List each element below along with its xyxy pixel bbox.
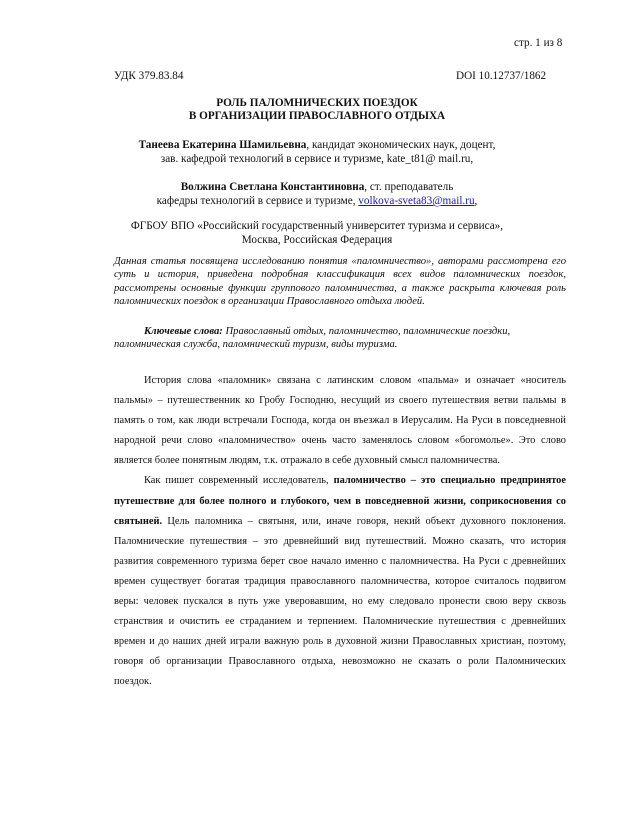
author-1-position: , кандидат экономических наук, доцент, <box>306 139 496 151</box>
author-2-email-suffix: , <box>474 195 478 207</box>
author-1 <box>0 138 634 166</box>
affiliation-line-1: ФГБОУ ВПО «Российский государственный университет туризма и сервиса», <box>130 220 504 232</box>
page-number: стр. 1 из 8 <box>514 37 563 49</box>
author-1-name: Танеева Екатерина Шамильевна <box>138 139 307 151</box>
author-2-email-link[interactable]: volkova-sveta83@mail.ru <box>358 195 475 207</box>
paragraph-2-intro: Как пишет современный исследователь, <box>144 475 334 487</box>
author-2-department: кафедры технологий в сервисе и туризме, <box>156 195 359 207</box>
paper-title <box>0 97 634 123</box>
affiliation-line-2: Москва, Российская Федерация <box>241 234 393 246</box>
keywords-text: Православный отдых, паломничество, паломнические поездки, паломническая служба, паломнический туризм, виды туризма. <box>114 326 511 351</box>
title-line-2: В ОРГАНИЗАЦИИ ПРАВОСЛАВНОГО ОТДЫХА <box>188 110 446 122</box>
body-paragraph-2 <box>114 471 566 692</box>
keywords-label: Ключевые слова: <box>144 326 223 337</box>
article-body <box>114 371 566 693</box>
paragraph-2-rest: Цель паломника – святыня, или, иначе говоря, некий объект духовного поклонения. Паломнические путешествия – это древнейший вид путешествий. Можно сказать, что история развития современного туризма берет свое начало именно с паломничества. На Руси с древнейших времен существует богатая традиция православного паломничества, которое считалось подвигом веры: человек пускался в путь уже уверовавшим, но ему следовало пронести свою веру сквозь странствия и очистить ее страданием и терпением. Паломнические путешествия с древнейших времен и до наших дней играли важную роль в духовной жизни Православных христиан, поэтому, говоря об организации Православного отдыха, невозможно не сказать о роли Паломнических поездок. <box>114 515 566 688</box>
doi: DOI 10.12737/1862 <box>456 70 547 82</box>
author-2-name: Волжина Светлана Константиновна <box>180 181 365 193</box>
title-line-1: РОЛЬ ПАЛОМНИЧЕСКИХ ПОЕЗДОК <box>216 97 418 109</box>
author-1-department: зав. кафедрой технологий в сервисе и туризме, kate_t81@ mail.ru, <box>160 153 474 165</box>
udk-code: УДК 379.83.84 <box>114 70 184 82</box>
body-paragraph-1: История слова «паломник» связана с латинским словом «пальма» и означает «носитель пальмы» – путешественник ко Гробу Господню, несущий из своего путешествия ветви пальмы в память о том, как люди встречали Господа, когда он въезжал в Иерусалим. На Руси в повседневной народной речи слово «паломничество» очень часто заменялось словом «богомолье». Это слово является более понятным людям, т.к. отражало в себе духовный смысл паломничества. <box>114 375 566 467</box>
author-2-position: , ст. преподаватель <box>364 181 454 193</box>
author-2 <box>0 180 634 208</box>
keywords <box>114 325 566 352</box>
affiliation <box>0 219 634 247</box>
paragraph-2-definition: паломничество – это специально предпринятое путешествие для более полного и глубокого, чем в повседневной жизни, соприкосновения со святыней. <box>114 475 566 527</box>
abstract: Данная статья посвящена исследованию понятия «паломничество», авторами рассмотрена его суть и история, приведена подробная классификация всех видов паломнических поездок, рассмотрены основные функции группового паломничества, а также раскрыта ключевая роль паломнических поездок в организации Православного отдыха людей. <box>114 256 566 308</box>
